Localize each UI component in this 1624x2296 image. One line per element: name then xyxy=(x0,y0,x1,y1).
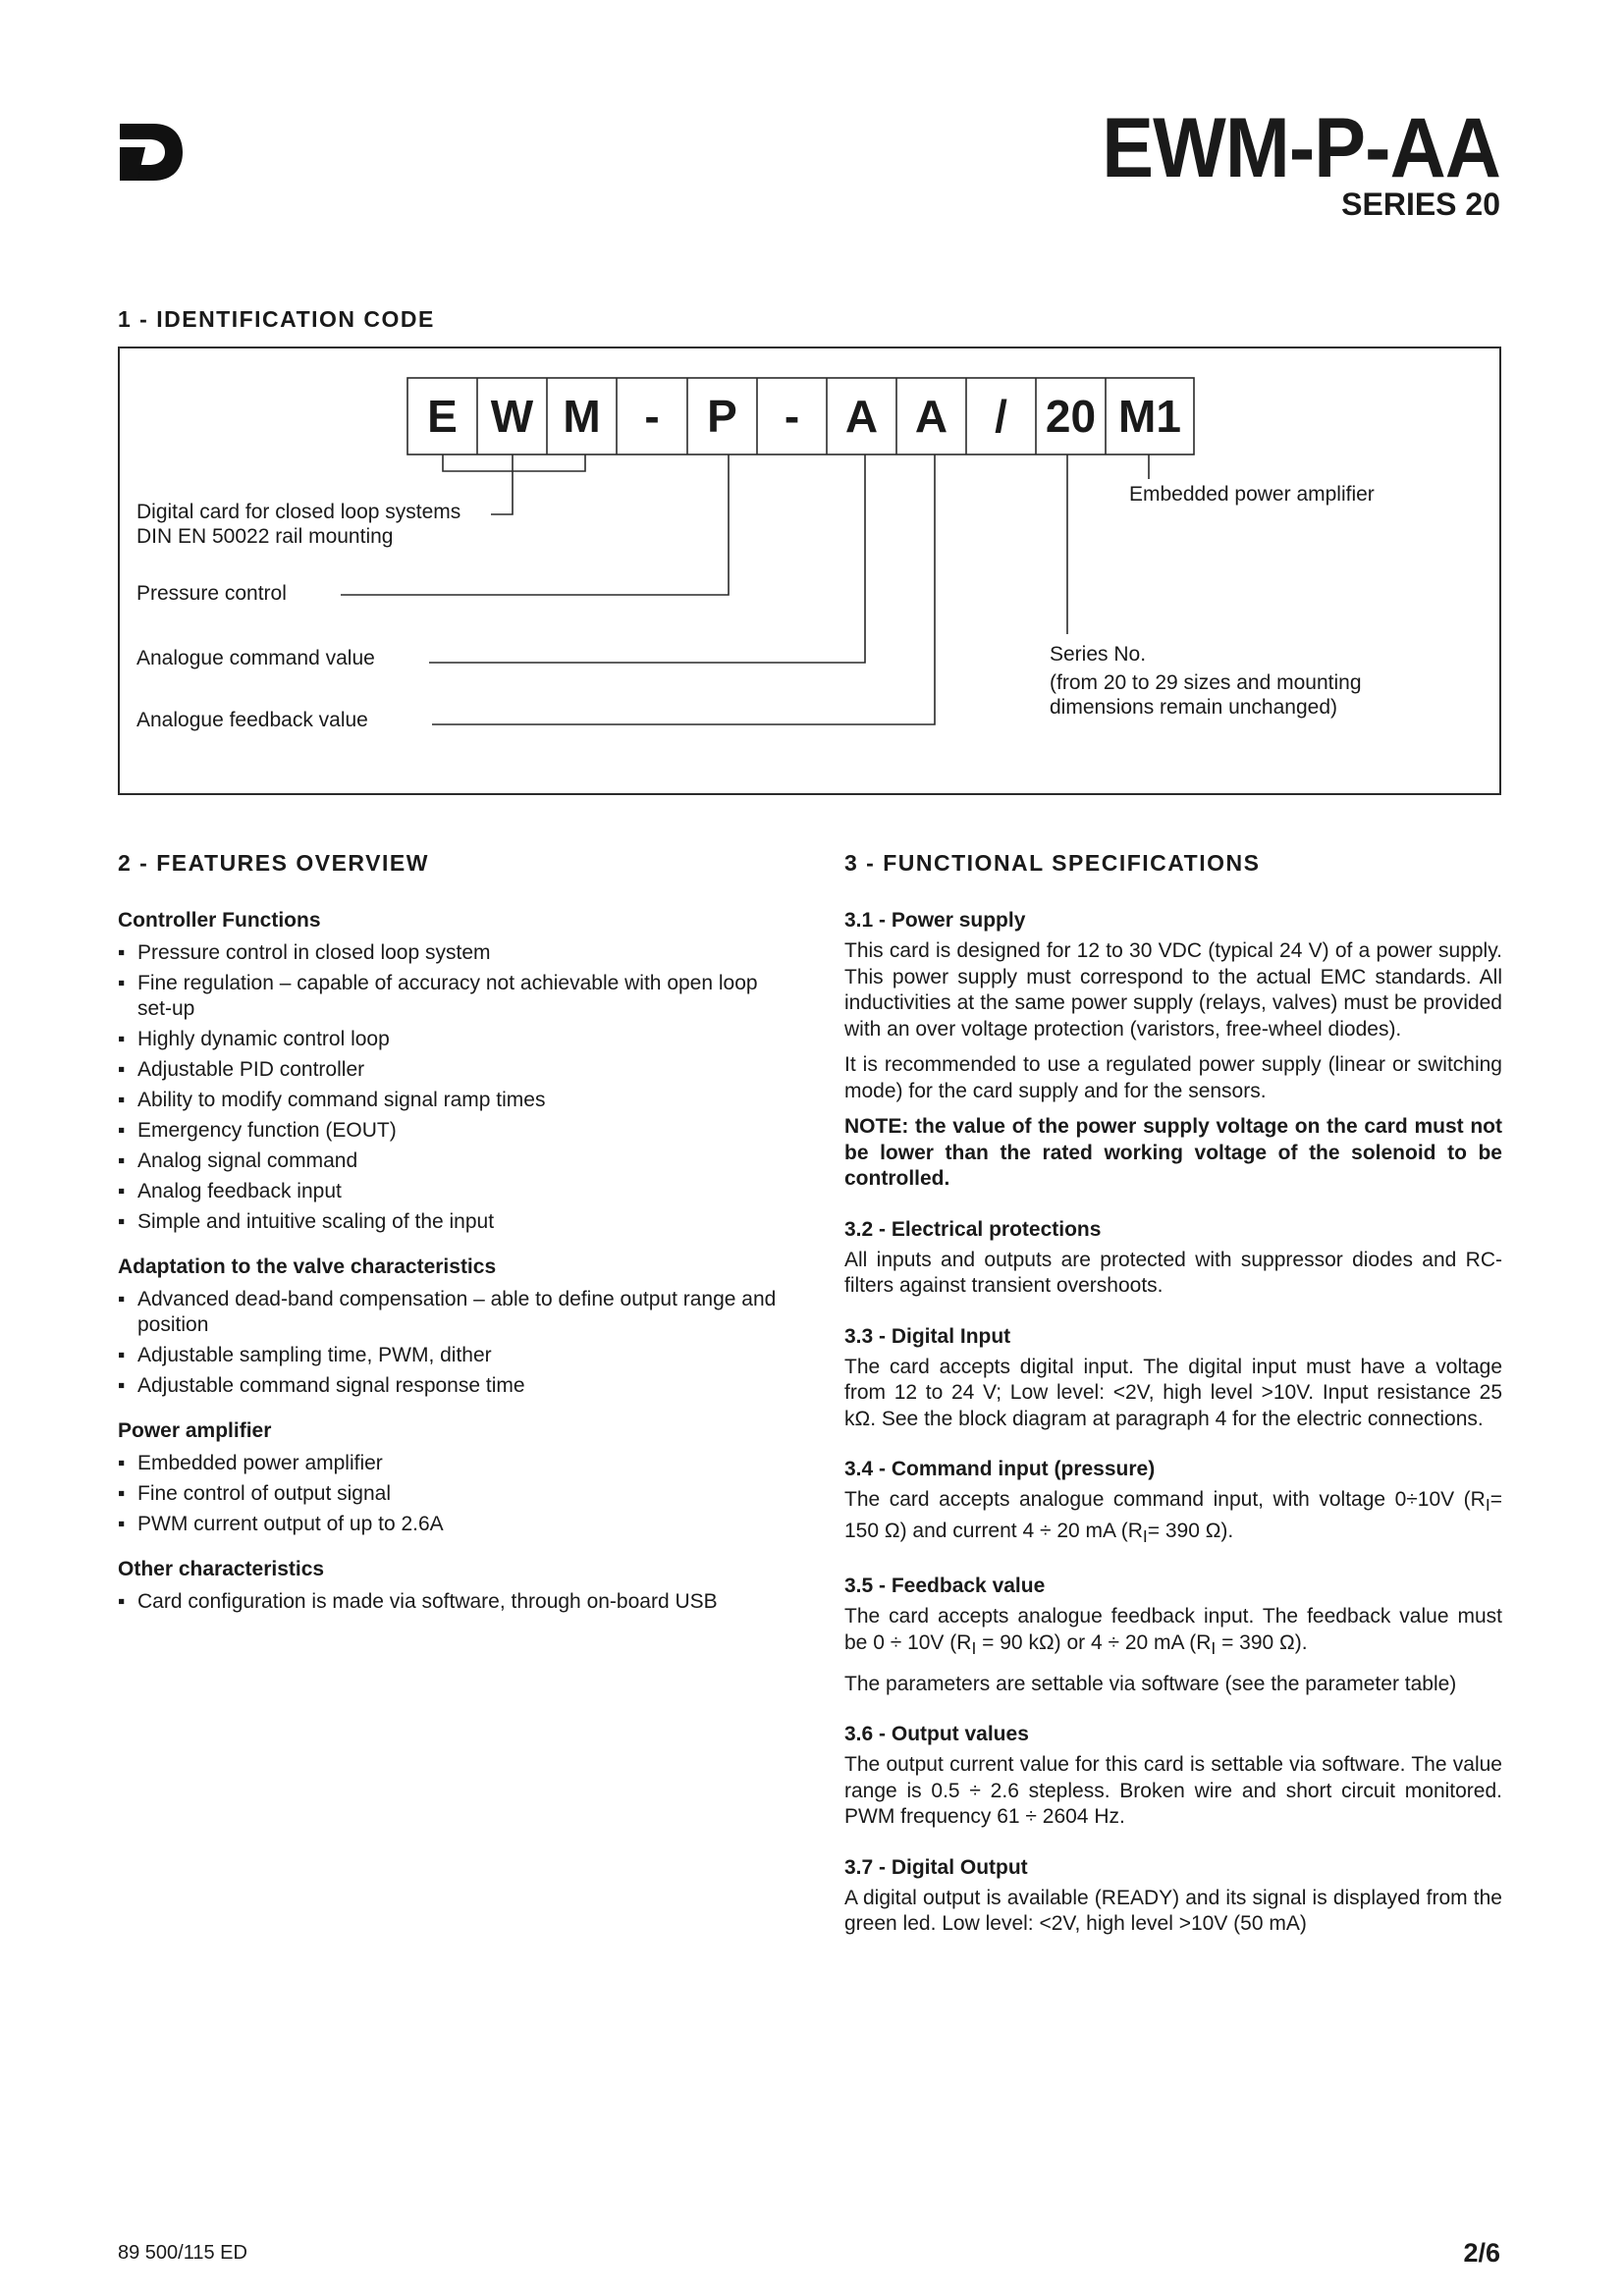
document-series: SERIES 20 xyxy=(1341,187,1500,222)
document-title: EWM-P-AA xyxy=(1102,101,1500,195)
spec-title: 3.7 - Digital Output xyxy=(844,1855,1028,1879)
code-cell-slash: / xyxy=(995,391,1007,442)
spec-note: NOTE: the value of the power supply voltage on the card must not be lower than the rated working voltage of the solenoid to be controlled. xyxy=(844,1115,1502,1190)
code-cell-series: 20 xyxy=(1045,391,1097,442)
list-item: ▪ Analog signal command xyxy=(118,1149,358,1172)
list-item: ▪ Adjustable command signal response time xyxy=(118,1374,525,1397)
list-item: ▪ Highly dynamic control loop xyxy=(118,1028,390,1050)
spec-output-values xyxy=(844,1722,1502,1831)
features-group-title: Other characteristics xyxy=(118,1558,325,1580)
section-heading-identification: 1 - IDENTIFICATION CODE xyxy=(118,306,435,332)
spec-text: All inputs and outputs are protected with suppressor diodes and RC-filters against transient overshoots. xyxy=(844,1248,1502,1297)
code-cell-dash-1: - xyxy=(644,391,660,442)
code-cell-m: M xyxy=(563,391,601,442)
label-rail-mounting: DIN EN 50022 rail mounting xyxy=(136,525,394,548)
list-item: ▪ Advanced dead-band compensation – able to define output range and position xyxy=(118,1288,777,1336)
list-item: ▪ Card configuration is made via software, through on-board USB xyxy=(118,1590,718,1613)
code-cell-a-feedback: A xyxy=(914,391,948,442)
spec-text: The card accepts analogue feedback input. The feedback value must be 0 ÷ 10V ($R_I = 90$ kΩ) or 4 ÷ 20 mA ($R_I = 390$ Ω). xyxy=(844,1605,1502,1659)
label-feedback-value: Analogue feedback value xyxy=(136,709,368,731)
label-series-no: Series No. xyxy=(1050,643,1147,666)
features-list xyxy=(118,1451,785,1537)
specifications-column xyxy=(844,852,1502,1962)
features-column xyxy=(118,852,785,1634)
features-list xyxy=(118,1589,785,1615)
section-heading-specifications: 3 - FUNCTIONAL SPECIFICATIONS xyxy=(844,850,1261,876)
spec-text: The card accepts digital input. The digital input must have a voltage from 12 to 24 V; Low level: <2V, high level >10V. Input resistance 25 kΩ. See the block diagram at paragraph 4 for the electric connections. xyxy=(844,1355,1502,1430)
features-list xyxy=(118,940,785,1235)
spec-text: It is recommended to use a regulated power supply (linear or switching mode) for the card supply and for the sensors. xyxy=(844,1053,1502,1102)
section-heading-features: 2 - FEATURES OVERVIEW xyxy=(118,850,429,876)
code-cell-w: W xyxy=(490,391,534,442)
list-item: ▪ PWM current output of up to 2.6A xyxy=(118,1513,444,1535)
spec-title: 3.4 - Command input (pressure) xyxy=(844,1458,1156,1480)
spec-text: The parameters are settable via software (see the parameter table) xyxy=(844,1672,1457,1695)
label-power-amplifier: Embedded power amplifier xyxy=(1129,483,1375,506)
code-cell-e: E xyxy=(427,391,458,442)
spec-digital-output xyxy=(844,1855,1502,1938)
features-list xyxy=(118,1287,785,1399)
spec-title: 3.5 - Feedback value xyxy=(844,1575,1046,1598)
label-digital-card: Digital card for closed loop systems xyxy=(136,501,461,523)
spec-electrical-protections xyxy=(844,1217,1502,1300)
spec-text: The output current value for this card is settable via software. The value range is 0.5 ÷ 2.6 stepless. Broken wire and short circuit monitored. PWM frequency 61 ÷ 2604 Hz. xyxy=(844,1753,1502,1829)
list-item: ▪ Analog feedback input xyxy=(118,1180,342,1202)
spec-title: 3.1 - Power supply xyxy=(844,909,1026,932)
list-item: ▪ Emergency function (EOUT) xyxy=(118,1119,397,1142)
code-cell-a-command: A xyxy=(844,391,879,442)
features-group-title: Adaptation to the valve characteristics xyxy=(118,1255,497,1278)
spec-text: This card is designed for 12 to 30 VDC (typical 24 V) of a power supply. This power supply must correspond to the actual EMC standards. All inductivities at the same power supply (relays, valves) must be provided with an over voltage protection (varistors, free-wheel diodes). xyxy=(844,939,1502,1041)
footer-document-code: 89 500/115 ED xyxy=(118,2242,247,2264)
list-item: ▪ Fine regulation – capable of accuracy not achievable with open loop set-up xyxy=(118,972,758,1020)
label-pressure-control: Pressure control xyxy=(136,582,287,605)
code-cell-p: P xyxy=(707,391,737,442)
spec-title: 3.6 - Output values xyxy=(844,1723,1029,1746)
features-group-title: Controller Functions xyxy=(118,909,321,932)
list-item: ▪ Fine control of output signal xyxy=(118,1482,391,1505)
list-item: ▪ Ability to modify command signal ramp times xyxy=(118,1089,546,1111)
features-group-title: Power amplifier xyxy=(118,1419,272,1442)
list-item: ▪ Simple and intuitive scaling of the input xyxy=(118,1210,495,1233)
spec-digital-input xyxy=(844,1324,1502,1433)
spec-command-input xyxy=(844,1457,1502,1549)
spec-power-supply xyxy=(844,908,1502,1193)
spec-feedback-value xyxy=(844,1574,1502,1697)
spec-text: A digital output is available (READY) and its signal is displayed from the green led. Low level: <2V, high level >10V (50 mA) xyxy=(844,1886,1502,1936)
code-cell-m1: M1 xyxy=(1118,391,1181,442)
list-item: ▪ Embedded power amplifier xyxy=(118,1452,383,1474)
spec-title: 3.2 - Electrical protections xyxy=(844,1217,1102,1241)
label-series-dimensions: dimensions remain unchanged) xyxy=(1050,696,1338,719)
label-series-range: (from 20 to 29 sizes and mounting xyxy=(1050,671,1362,694)
duplomatic-logo-icon xyxy=(116,120,185,185)
code-cell-dash-2: - xyxy=(784,391,800,442)
list-item: ▪ Pressure control in closed loop system xyxy=(118,941,491,964)
list-item: ▪ Adjustable sampling time, PWM, dither xyxy=(118,1344,492,1366)
spec-title: 3.3 - Digital Input xyxy=(844,1324,1011,1348)
spec-text: The card accepts analogue command input, with voltage 0÷10V ($R_I= 150$ Ω) and current 4 ÷ 20 mA ($R_I= 390$ Ω). xyxy=(844,1488,1502,1546)
list-item: ▪ Adjustable PID controller xyxy=(118,1058,365,1081)
footer-page-number: 2/6 xyxy=(1463,2238,1500,2268)
label-command-value: Analogue command value xyxy=(136,647,375,669)
